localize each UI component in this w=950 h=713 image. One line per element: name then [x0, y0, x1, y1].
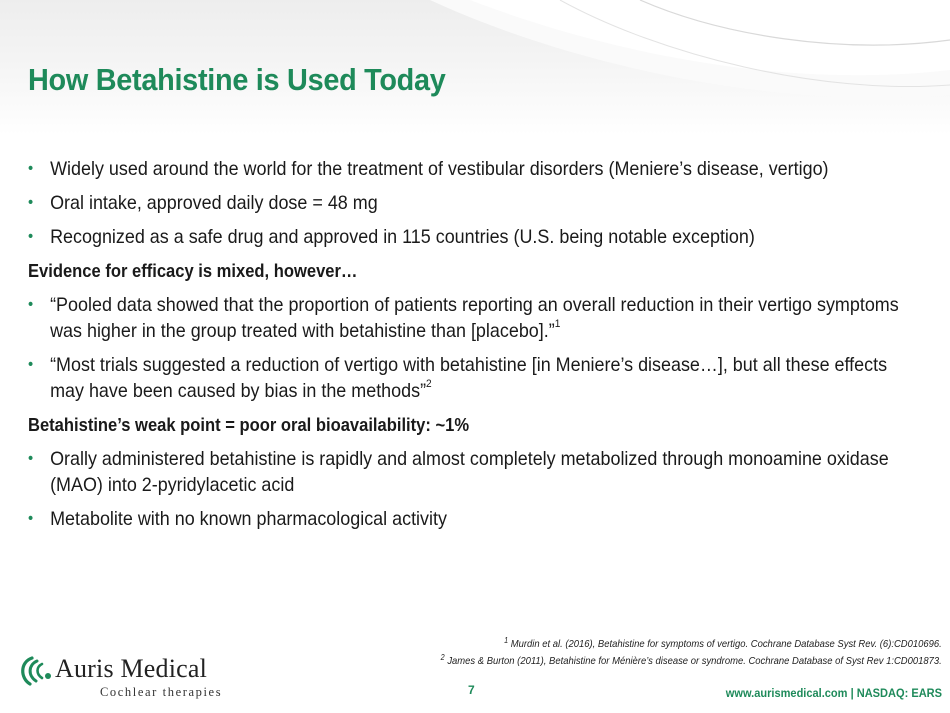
logo-name: Auris Medical: [55, 654, 208, 683]
bullet-text: Metabolite with no known pharmacological activity: [50, 508, 447, 530]
footer-separator: |: [850, 686, 854, 700]
footnote-number: 1: [504, 636, 509, 645]
footnote-text: James & Burton (2011), Betahistine for Ménière’s disease or syndrome. Cochrane Database of Syst Rev 1:CD001873.: [447, 655, 942, 667]
bullet-icon: •: [28, 296, 34, 313]
bullet-icon: •: [28, 450, 34, 467]
bullet-item-quote: [28, 352, 915, 404]
bullet-icon: •: [28, 510, 34, 527]
bullet-item: [28, 156, 915, 182]
ear-wave-icon: [18, 654, 56, 688]
footer-contact: [726, 686, 942, 700]
website-link[interactable]: www.aurismedical.com: [725, 686, 848, 700]
stock-ticker: NASDAQ: EARS: [856, 686, 942, 700]
bullet-icon: •: [28, 228, 34, 245]
footnote-text: Murdin et al. (2016), Betahistine for symptoms of vertigo. Cochrane Database Syst Rev. (6):CD010696.: [510, 638, 942, 650]
footnote-number: 2: [440, 653, 445, 662]
bullet-text: Oral intake, approved daily dose = 48 mg: [50, 192, 378, 214]
logo-tagline: Cochlear therapies: [100, 685, 223, 699]
page-number: 7: [468, 683, 475, 697]
bullet-item-quote: [28, 292, 915, 344]
bullet-text: “Pooled data showed that the proportion of patients reporting an overall reduction in their vertigo symptoms was higher in the group treated with betahistine than [placebo].”: [50, 294, 899, 342]
company-logo: [18, 652, 238, 704]
page-title: How Betahistine is Used Today: [28, 62, 446, 97]
bullet-icon: •: [28, 194, 34, 211]
bullet-text: Recognized as a safe drug and approved in 115 countries (U.S. being notable exception): [50, 226, 755, 248]
footnotes: [441, 636, 942, 670]
bullet-text: “Most trials suggested a reduction of vertigo with betahistine [in Meniere’s disease…], but all these effects may have been caused by bias in the methods”: [50, 354, 888, 402]
footnote-item: [441, 636, 942, 653]
bullet-text: Widely used around the world for the treatment of vestibular disorders (Meniere’s disease, vertigo): [50, 158, 829, 180]
bullet-text: Orally administered betahistine is rapidly and almost completely metabolized through monoamine oxidase (MAO) into 2-pyridylacetic acid: [50, 448, 889, 496]
bullet-icon: •: [28, 160, 34, 177]
bullet-icon: •: [28, 356, 34, 373]
bullet-item: [28, 446, 915, 498]
slide-content: [28, 156, 908, 540]
bullet-item: [28, 224, 915, 250]
footnote-item: [441, 653, 942, 670]
bullet-item: [28, 506, 915, 532]
section-heading-bioavailability: Betahistine’s weak point = poor oral bioavailability: ~1%: [28, 415, 470, 435]
footnote-marker: 2: [426, 378, 432, 390]
footnote-marker: 1: [554, 318, 561, 330]
bullet-item: [28, 190, 915, 216]
section-heading-efficacy: Evidence for efficacy is mixed, however…: [28, 261, 358, 281]
